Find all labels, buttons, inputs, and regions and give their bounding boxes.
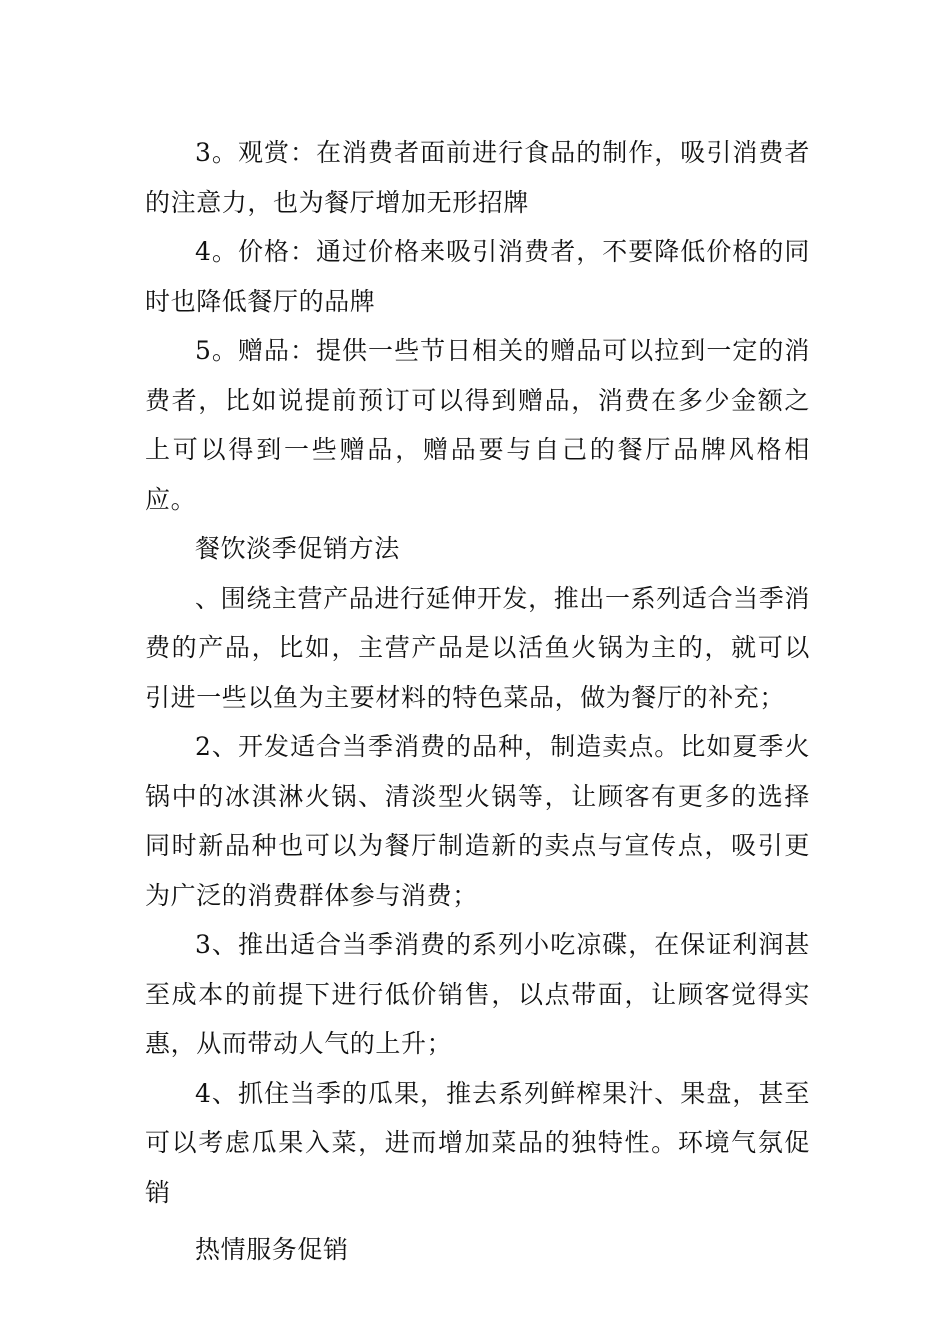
paragraph-seasonal-fruits: 4、抓住当季的瓜果，推去系列鲜榨果汁、果盘，甚至可以考虑瓜果入菜，进而增加菜品的独特性。环境气氛促销: [145, 1078, 810, 1207]
paragraph-seasonal-varieties: 2、开发适合当季消费的品种，制造卖点。比如夏季火锅中的冰淇淋火锅、清淡型火锅等，让顾客有更多的选择同时新品种也可以为餐厅制造新的卖点与宣传点，吸引更为广泛的消费群体参与消费；: [145, 732, 810, 910]
paragraph-gifts: 5。赠品：提供一些节日相关的赠品可以拉到一定的消费者，比如说提前预订可以得到赠品，消费在多少金额之上可以得到一些赠品，赠品要与自己的餐厅品牌风格相应。: [145, 336, 810, 514]
section-heading-off-season-promotion: 餐饮淡季促销方法: [195, 534, 400, 563]
paragraph-price: 4。价格：通过价格来吸引消费者，不要降低价格的同时也降低餐厅的品牌: [145, 237, 810, 316]
paragraph-snacks-cold-dishes: 3、推出适合当季消费的系列小吃凉碟，在保证利润甚至成本的前提下进行低价销售，以点带面，让顾客觉得实惠，从而带动人气的上升；: [145, 930, 810, 1058]
paragraph-viewing: 3。观赏：在消费者面前进行食品的制作，吸引消费者的注意力，也为餐厅增加无形招牌: [145, 138, 810, 217]
paragraph-extend-main-products: 、围绕主营产品进行延伸开发，推出一系列适合当季消费的产品，比如，主营产品是以活鱼火锅为主的，就可以引进一些以鱼为主要材料的特色菜品，做为餐厅的补充；: [145, 583, 810, 712]
document-body: [145, 128, 810, 1275]
section-heading-warm-service-promotion: 热情服务促销: [195, 1235, 349, 1264]
